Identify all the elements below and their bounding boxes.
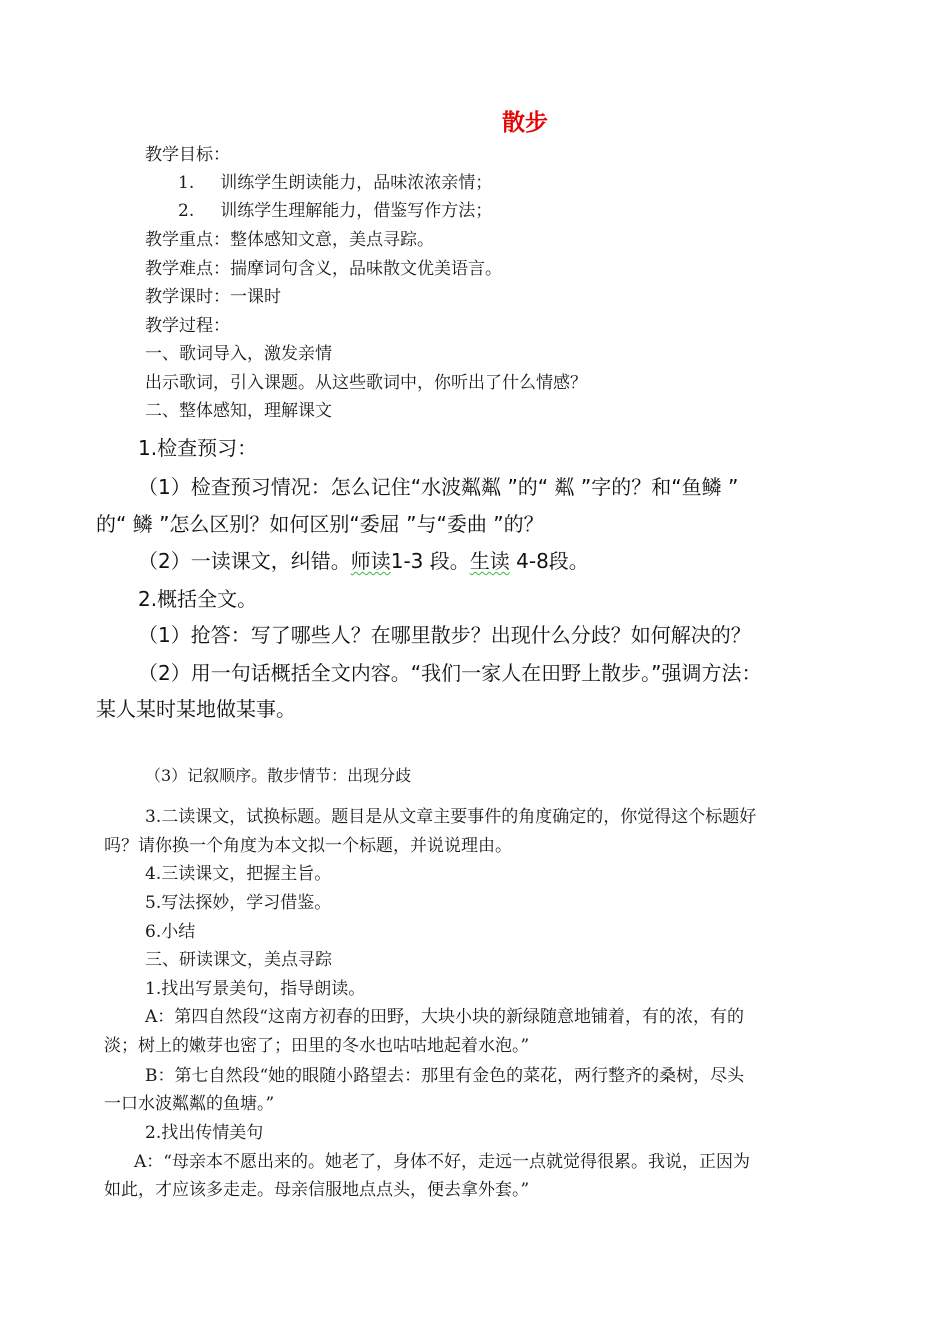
proofread-mark-2: 生读	[469, 549, 510, 573]
section1-heading: 1.检查预习：	[138, 436, 258, 460]
difficulty: 教学难点：揣摩词句含义，品味散文优美语言。	[145, 259, 502, 279]
part1-text: 出示歌词，引入课题。从这些歌词中，你听出了什么情感？	[145, 373, 587, 393]
part3-heading: 三、研读课文，美点寻踪	[145, 950, 332, 970]
proofread-mark-1: 师读	[350, 549, 391, 573]
key-point: 教学重点：整体感知文意，美点寻踪。	[145, 230, 434, 250]
section3-line2: 吗？请你换一个角度为本文拟一个标题，并说说理由。	[104, 836, 512, 856]
part3-b-line1: B：第七自然段“她的眼随小路望去：那里有金色的菜花，两行整齐的桑树，尽头	[145, 1066, 745, 1086]
part2-heading: 二、整体感知，理解课文	[145, 401, 332, 421]
goal-2-text: 训练学生理解能力，借鉴写作方法；	[220, 201, 493, 221]
process-heading: 教学过程：	[145, 316, 230, 336]
goal-item-1	[178, 169, 492, 197]
page-title: 散步	[502, 109, 548, 136]
section2-item1: （1）抢答：写了哪些人？在哪里散步？出现什么分歧？如何解决的？	[138, 623, 751, 647]
part3-item1: 1.找出写景美句，指导朗读。	[145, 979, 366, 999]
part3-2a-line1: A：“母亲本不愿出来的。她老了，身体不好，走远一点就觉得很累。我说，正因为	[134, 1152, 750, 1172]
goal-item-2	[178, 197, 492, 225]
section1-item2	[138, 546, 589, 576]
goal-2-number: 2.	[178, 201, 195, 221]
part3-2a-line2: 如此，才应该多走走。母亲信服地点点头，便去拿外套。”	[104, 1180, 530, 1200]
part3-b-line2: 一口水波粼粼的鱼塘。”	[104, 1094, 275, 1114]
class-hours: 教学课时：一课时	[145, 287, 281, 307]
section1-item1-line1: （1）检查预习情况：怎么记住“水波粼粼 ”的“ 粼 ”字的？和“鱼鳞 ”	[138, 475, 739, 499]
section4: 4.三读课文，把握主旨。	[145, 864, 332, 884]
section5: 5.写法探妙，学习借鉴。	[145, 893, 332, 913]
section2-heading: 2.概括全文。	[138, 587, 258, 611]
goal-1-text: 训练学生朗读能力，品味浓浓亲情；	[220, 173, 493, 193]
section3-line1: 3.二读课文，试换标题。题目是从文章主要事件的角度确定的，你觉得这个标题好	[145, 807, 757, 827]
section1-item2-post: 4-8段。	[509, 549, 589, 573]
section1-item2-pre: （2）一读课文，纠错。	[138, 549, 351, 573]
part3-a-line1: A：第四自然段“这南方初春的田野，大块小块的新绿随意地铺着，有的浓，有的	[145, 1007, 744, 1027]
goals-heading: 教学目标：	[145, 145, 230, 165]
section1-item1-line2: 的“ 鳞 ”怎么区别？如何区别“委屈 ”与“委曲 ”的？	[96, 512, 544, 536]
section6: 6.小结	[145, 922, 196, 942]
part1-heading: 一、歌词导入，激发亲情	[145, 344, 332, 364]
section2-item2-line1: （2）用一句话概括全文内容。“我们一家人在田野上散步。”强调方法：	[138, 661, 762, 685]
part3-item2: 2.找出传情美句	[145, 1123, 264, 1143]
goal-1-number: 1.	[178, 173, 195, 193]
section1-item2-mid: 1-3 段。	[390, 549, 470, 573]
section2-item2-line2: 某人某时某地做某事。	[96, 697, 296, 721]
part3-a-line2: 淡；树上的嫩芽也密了；田里的冬水也咕咕地起着水泡。”	[104, 1036, 530, 1056]
section2-item3: （3）记叙顺序。散步情节：出现分歧	[145, 766, 412, 785]
